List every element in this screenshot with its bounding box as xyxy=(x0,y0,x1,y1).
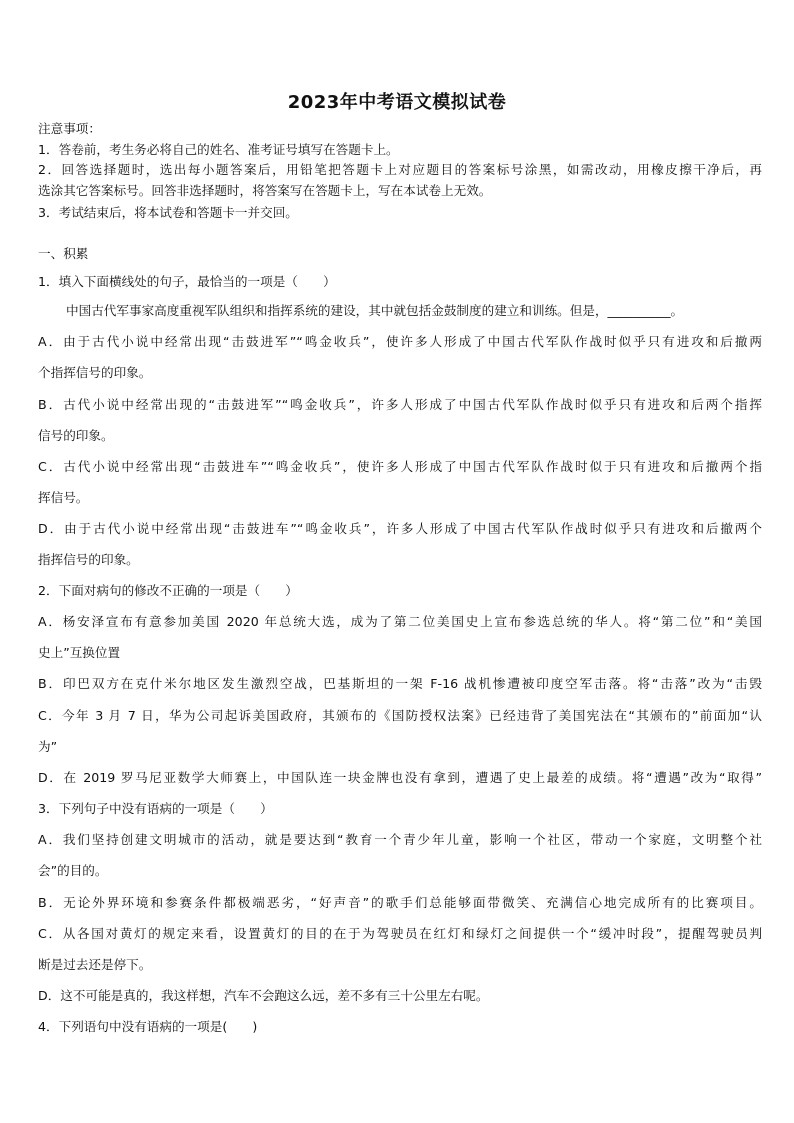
notice-item-3: 3．考试结束后，将本试卷和答题卡一并交回。 xyxy=(38,205,298,220)
q3-option-a-line-2: 会”的目的。 xyxy=(38,863,108,878)
q1-option-a-line-1: A．由于古代小说中经常出现“击鼓进军”“鸣金收兵”，使许多人形成了中国古代军队作战时似乎只有进攻和后撤两 xyxy=(38,334,762,349)
q2-option-d-line-1: D．在 2019 罗马尼亚数学大师赛上，中国队连一块金牌也没有拿到，遭遇了史上最差的成绩。将“遭遇”改为“取得” xyxy=(38,770,762,785)
q3-option-b-line-1: B．无论外界环境和参赛条件都极端恶劣，“好声音”的歌手们总能够面带微笑、充满信心地完成所有的比赛项目。 xyxy=(38,895,762,910)
page-title: 2023年中考语文模拟试卷 xyxy=(287,92,507,113)
q1-option-d-line-2: 指挥信号的印象。 xyxy=(38,552,139,567)
q2-option-c-line-1: C．今年 3 月 7 日，华为公司起诉美国政府，其颁布的《国防授权法案》已经违背了美国宪法在“其颁布的”前面加“认 xyxy=(38,708,762,723)
q3-option-a-line-1: A．我们坚持创建文明城市的活动，就是要达到“教育一个青少年儿童，影响一个社区，带动一个家庭，文明整个社 xyxy=(38,832,762,847)
q2-option-c-line-2: 为” xyxy=(38,739,58,754)
q2-option-a-line-2: 史上”互换位置 xyxy=(38,645,121,660)
q1-option-a-line-2: 个指挥信号的印象。 xyxy=(38,365,152,380)
q1-option-c-line-2: 挥信号。 xyxy=(38,490,89,505)
q3-option-c-line-2: 断是过去还是停下。 xyxy=(38,957,152,972)
notice-item-2-line-1: 2．回答选择题时，选出每小题答案后，用铅笔把答题卡上对应题目的答案标号涂黑，如需改动，用橡皮擦干净后，再 xyxy=(38,162,762,177)
q1-passage: 中国古代军事家高度重视军队组织和指挥系统的建设，其中就包括金鼓制度的建立和训练。但是，__________。 xyxy=(66,303,684,318)
q2-stem: 2．下面对病句的修改不正确的一项是（ ） xyxy=(38,583,298,598)
q1-option-b-line-1: B．古代小说中经常出现的“击鼓进军”“鸣金收兵”，许多人形成了中国古代军队作战时似乎只有进攻和后两个指挥 xyxy=(38,397,762,412)
q3-option-d-line-1: D．这不可能是真的，我这样想，汽车不会跑这么远，差不多有三十公里左右呢。 xyxy=(38,988,489,1003)
q1-stem: 1．填入下面横线处的句子，最恰当的一项是（ ） xyxy=(38,274,336,289)
section-heading: 一、积累 xyxy=(38,246,89,261)
q3-option-c-line-1: C．从各国对黄灯的规定来看，设置黄灯的目的在于为驾驶员在红灯和绿灯之间提供一个“缓冲时段”，提醒驾驶员判 xyxy=(38,926,762,941)
q1-option-d-line-1: D．由于古代小说中经常出现“击鼓进车”“鸣金收兵”，许多人形成了中国古代军队作战时似乎只有进攻和后撤两个 xyxy=(38,521,762,536)
q2-option-b-line-1: B．印巴双方在克什米尔地区发生激烈空战，巴基斯坦的一架 F-16 战机惨遭被印度空军击落。将“击落”改为“击毁 xyxy=(38,676,762,691)
notice-heading: 注意事项： xyxy=(38,121,101,136)
q2-option-a-line-1: A．杨安泽宣布有意参加美国 2020 年总统大选，成为了第二位美国史上宣布参选总统的华人。将“第二位”和“美国 xyxy=(38,614,762,629)
q4-stem: 4．下列语句中没有语病的一项是( ) xyxy=(38,1019,258,1034)
notice-item-2-line-2: 选涂其它答案标号。回答非选择题时，将答案写在答题卡上，写在本试卷上无效。 xyxy=(38,183,492,198)
q3-stem: 3．下列句子中没有语病的一项是（ ） xyxy=(38,801,273,816)
q1-option-b-line-2: 信号的印象。 xyxy=(38,428,114,443)
q1-option-c-line-1: C．古代小说中经常出现“击鼓进车”“鸣金收兵”，使许多人形成了中国古代军队作战时似于只有进攻和后撤两个指 xyxy=(38,459,762,474)
notice-item-1: 1．答卷前，考生务必将自己的姓名、准考证号填写在答题卡上。 xyxy=(38,142,399,157)
